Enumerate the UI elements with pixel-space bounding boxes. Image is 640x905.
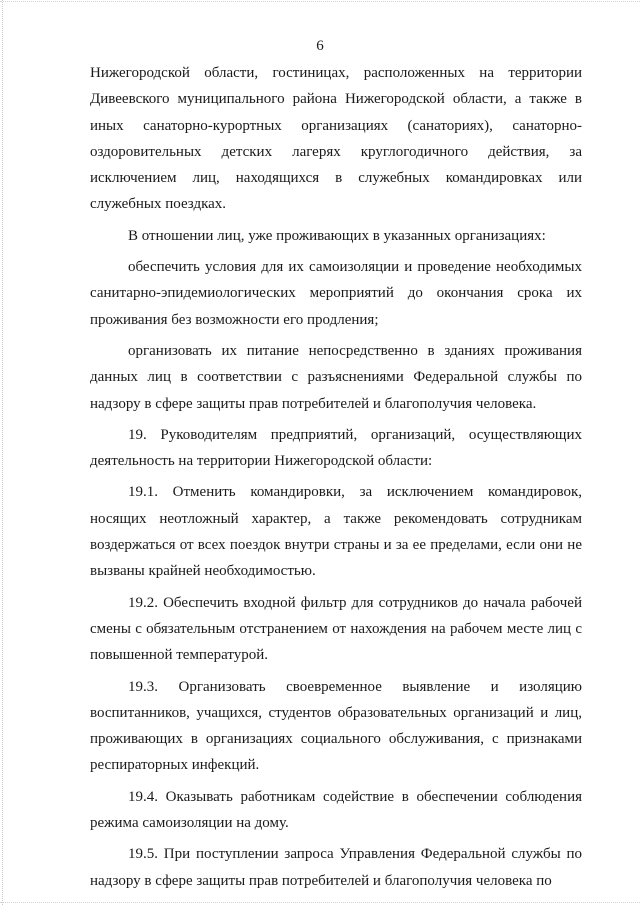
paragraph-meals: организовать их питание непосредственно в зданиях проживания данных лиц в соответствии с разъяснениями Федеральной службы по надзору в сфере защиты прав потребителей и благополучия человека.	[90, 342, 582, 412]
page-number: 6	[316, 38, 324, 54]
paragraph-self-isolation: обеспечить условия для их самоизоляции и проведение необходимых санитарно-эпидемиологических мероприятий до окончания срока их проживания без возможности его продления;	[90, 259, 582, 328]
scan-edge-bottom	[0, 902, 640, 903]
paragraph-item-19-5: 19.5. При поступлении запроса Управления Федеральной службы по надзору в сфере защиты прав потребителей и благополучия человека по	[90, 846, 582, 889]
paragraph-item-19-4: 19.4. Оказывать работникам содействие в обеспечении соблюдения режима самоизоляции на дому.	[90, 788, 582, 832]
paragraph-item-19-1: 19.1. Отменить командировки, за исключением командировок, носящих неотложный характер, а также рекомендовать сотрудникам воздержаться от всех поездок внутри страны и за ее пределами, если они не вызваны крайней необходимостью.	[90, 484, 582, 580]
paragraph-item-19-3: 19.3. Организовать своевременное выявление и изоляцию воспитанников, учащихся, студентов образовательных организаций и лиц, проживающих в организациях социального обслуживания, с признаками респираторных инфекций.	[90, 678, 582, 774]
document-body	[90, 60, 582, 894]
paragraph-residents-intro: В отношении лиц, уже проживающих в указанных организациях:	[128, 227, 546, 244]
scan-edge-left	[2, 0, 3, 905]
paragraph-item-19: 19. Руководителям предприятий, организаций, осуществляющих деятельность на территории Нижегородской области:	[90, 426, 582, 470]
scan-edge-top	[0, 1, 640, 2]
paragraph-continuation: Нижегородской области, гостиницах, расположенных на территории Дивеевского муниципального района Нижегородской области, а также в иных санаторно-курортных организациях (санаториях), санаторно-оздоровительных детских лагерях круглогодичного действия, за исключением лиц, находящихся в служебных командировках или служебных поездках.	[90, 65, 582, 213]
paragraph-item-19-2: 19.2. Обеспечить входной фильтр для сотрудников до начала рабочей смены с обязательным отстранением от нахождения на рабочем месте лиц с повышенной температурой.	[90, 594, 582, 664]
